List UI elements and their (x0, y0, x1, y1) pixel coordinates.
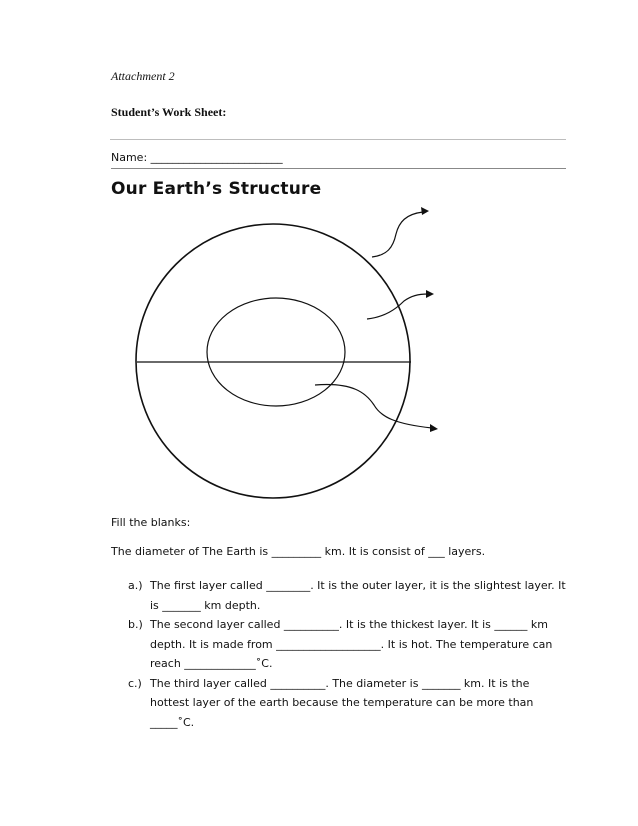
question-text: The second layer called __________. It is the thickest layer. It is ______ km depth. It is made from ___________________. It is hot. The temperature can reach _____________˚C. (150, 618, 553, 670)
earth-outer-circle (136, 224, 410, 498)
earth-inner-circle (207, 298, 345, 406)
core-arrow-icon (315, 385, 432, 428)
name-rule (111, 168, 566, 169)
question-item-c (128, 674, 568, 733)
question-item-b (128, 615, 568, 674)
diameter-question: The diameter of The Earth is _________ km. It is consist of ___ layers. (111, 545, 486, 558)
question-list (128, 576, 568, 732)
question-marker: b.) (128, 618, 143, 631)
question-item-a (128, 576, 568, 615)
worksheet-label: Student’s Work Sheet: (111, 105, 227, 119)
fill-blanks-label: Fill the blanks: (111, 516, 191, 529)
page-title: Our Earth’s Structure (111, 179, 322, 199)
attachment-label: Attachment 2 (111, 69, 175, 83)
name-field[interactable]: Name: ________________________ (111, 151, 283, 164)
question-marker: a.) (128, 579, 143, 592)
crust-arrow-icon (372, 212, 423, 257)
mantle-arrow-icon (367, 294, 428, 319)
question-text: The third layer called __________. The diameter is _______ km. It is the hottest layer of the earth because the temperature can be more than _____˚C. (150, 676, 534, 729)
divider (110, 139, 566, 140)
question-marker: c.) (128, 676, 142, 690)
question-text: The first layer called ________. It is the outer layer, it is the slightest layer. It is _______ km depth. (150, 579, 566, 612)
earth-diagram (110, 200, 460, 505)
